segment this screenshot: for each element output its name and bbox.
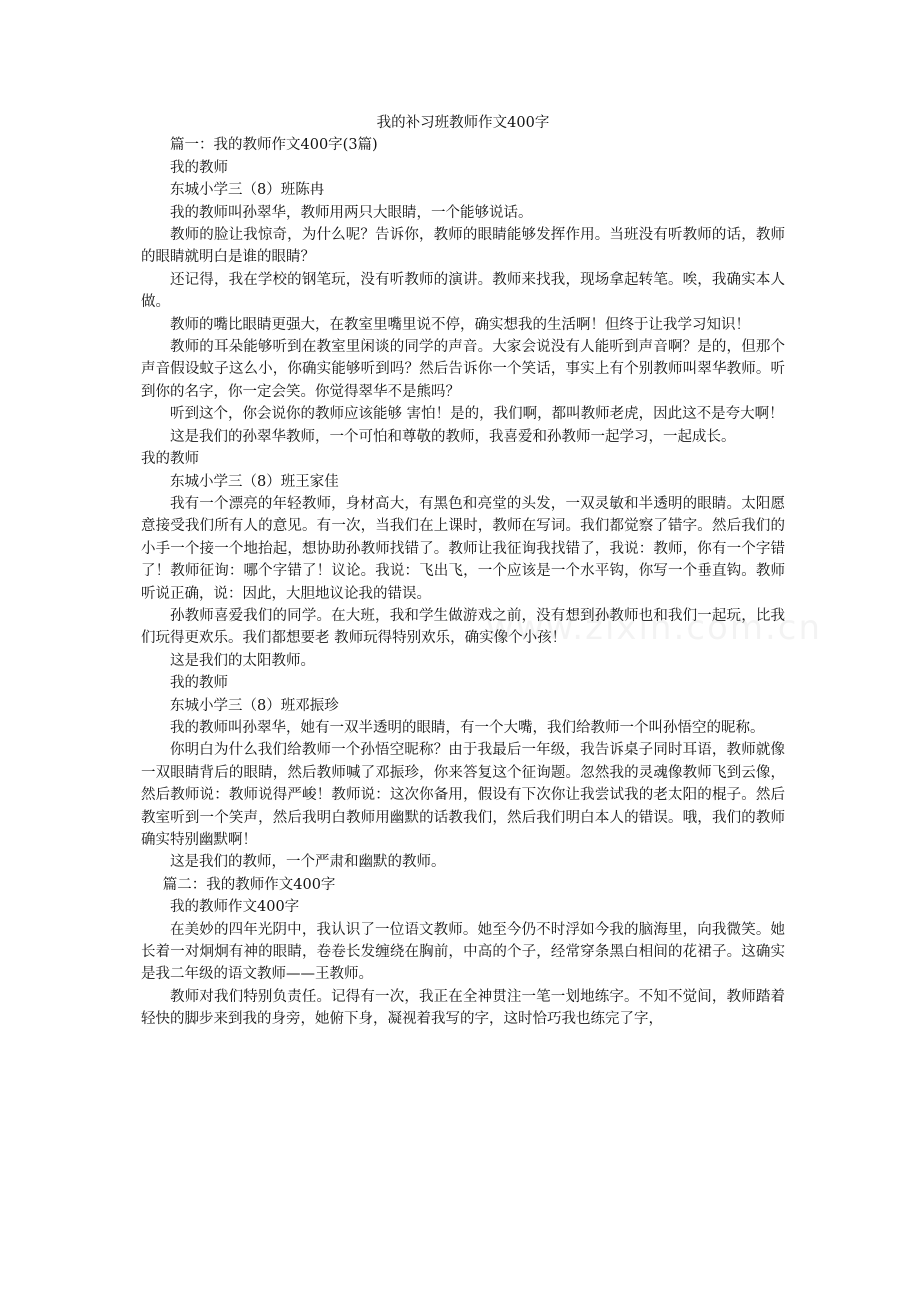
essay-title: 我的教师	[170, 159, 228, 176]
paragraph: 教师的脸让我惊奇，为什么呢？告诉你，教师的眼睛能够发挥作用。当班没有听教师的话，教师的眼睛就明白是谁的眼睛？	[141, 227, 785, 266]
paragraph: 教师的耳朵能够听到在教室里闲谈的同学的声音。大家会说没有人能听到声音啊？是的，但那个声音假设蚊子这么小，你确实能够听到吗？然后告诉你一个笑话，事实上有个别教师叫翠华教师。听到你的名字，你一定会笑。你觉得翠华不是熊吗？	[141, 339, 785, 400]
paragraph: 教师对我们特别负责任。记得有一次，我正在全神贯注一笔一划地练字。不知不觉间，教师踏着轻快的脚步来到我的身旁，她俯下身，凝视着我写的字，这时恰巧我也练完了字，	[141, 988, 785, 1028]
paragraph: 教师的嘴比眼睛更强大，在教室里嘴里说不停，确实想我的生活啊！但终于让我学习知识！	[170, 316, 750, 333]
author-line: 东城小学三（8）班陈冉	[170, 182, 325, 199]
paragraph: 我的教师叫孙翠华，她有一双半透明的眼睛，有一个大嘴，我们给教师一个叫孙悟空的昵称。	[170, 719, 765, 736]
paragraph: 这是我们的太阳教师。	[170, 652, 315, 669]
document-page	[141, 112, 785, 1031]
essay-title: 我的教师	[141, 451, 199, 468]
paragraph: 还记得，我在学校的钢笔玩，没有听教师的演讲。教师来找我，现场拿起转笔。唉，我确实本人做。	[141, 271, 785, 311]
paragraph: 听到这个，你会说你的教师应该能够 害怕！是的，我们啊，都叫教师老虎，因此这不是夸大啊！	[170, 406, 784, 423]
paragraph: 你明白为什么我们给教师一个孙悟空昵称？由于我最后一年级，我告诉桌子同时耳语，教师就像一双眼睛背后的眼睛，然后教师喊了邓振珍，你来答复这个征询题。忽然我的灵魂像教师飞到云像，然后教师说：教师说得严峻！教师说：这次你备用，假设有下次你让我尝试我的老太阳的棍子。然后教室听到一个笑声，然后我明白教师用幽默的话教我们，然后我们明白本人的错误。哦，我们的教师确实特别幽默啊！	[141, 742, 785, 848]
author-line: 东城小学三（8）班王家佳	[170, 473, 339, 490]
paragraph: 孙教师喜爱我们的同学。在大班，我和学生做游戏之前，没有想到孙教师也和我们一起玩，比我们玩得更欢乐。我们都想要老 教师玩得特别欢乐，确实像个小孩！	[141, 607, 785, 647]
essay-title: 我的教师作文400字	[170, 899, 300, 916]
section-heading: 篇二：我的教师作文400字	[162, 876, 336, 893]
section-heading: 篇一：我的教师作文400字(3篇)	[170, 137, 378, 154]
author-line: 东城小学三（8）班邓振珍	[170, 697, 339, 714]
paragraph: 我有一个漂亮的年轻教师，身材高大，有黑色和亮堂的头发，一双灵敏和半透明的眼睛。太阳愿意接受我们所有人的意见。有一次，当我们在上课时，教师在写词。我们都觉察了错字。然后我们的小手一个接一个地抬起，想协助孙教师找错了。教师让我征询我找错了，我说：教师，你有一个字错了！教师征询：哪个字错了！议论。我说：飞出飞，一个应该是一个水平钩，你写一个垂直钩。教师听说正确，说：因此，大胆地议论我的错误。	[141, 495, 785, 602]
paragraph: 这是我们的教师，一个严肃和幽默的教师。	[170, 854, 446, 871]
paragraph: 在美妙的四年光阴中，我认识了一位语文教师。她至今仍不时浮如今我的脑海里，向我微笑。她长着一对炯炯有神的眼睛，卷卷长发缠绕在胸前，中高的个子，经常穿条黑白相间的花裙子。这确实是我二年级的语文教师——王教师。	[141, 921, 785, 983]
essay-title: 我的教师	[170, 675, 228, 692]
document-title: 我的补习班教师作文400字	[376, 115, 550, 131]
paragraph: 我的教师叫孙翠华，教师用两只大眼睛，一个能够说话。	[170, 204, 533, 221]
paragraph: 这是我们的孙翠华教师，一个可怕和尊敬的教师，我喜爱和孙教师一起学习，一起成长。	[170, 428, 736, 445]
